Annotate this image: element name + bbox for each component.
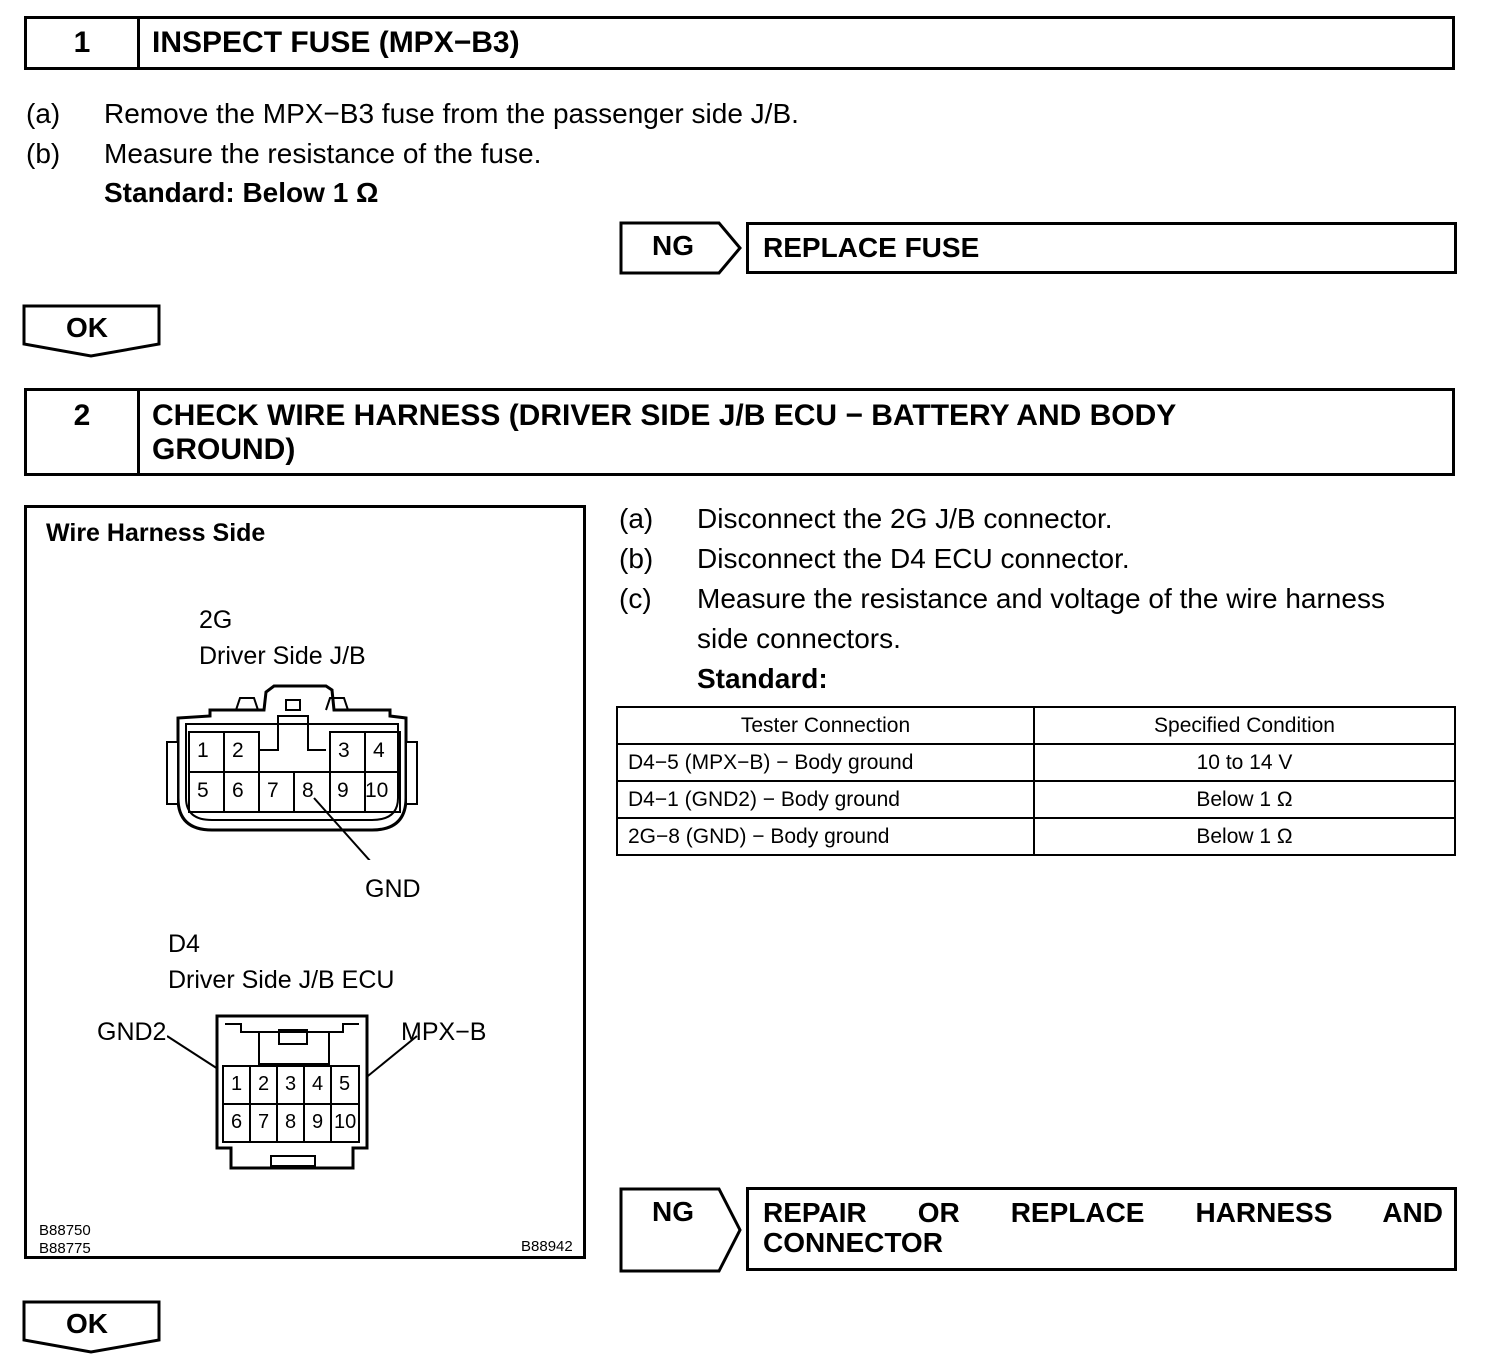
ng-action-text: REPAIR OR REPLACE HARNESS AND (763, 1197, 1443, 1228)
table-cell: D4−5 (MPX−B) − Body ground (617, 744, 1034, 781)
connector-code: 2G (199, 606, 233, 634)
pin-label: 7 (258, 1111, 270, 1133)
pin-label: 1 (231, 1073, 243, 1095)
pin-label: 4 (373, 739, 385, 762)
pin-label: 8 (285, 1111, 297, 1133)
spec-table (616, 706, 1456, 856)
ok-label: OK (66, 1308, 108, 1339)
pin-label: 1 (197, 739, 209, 762)
table-cell: Below 1 Ω (1034, 818, 1455, 855)
pin-label: 8 (302, 779, 314, 802)
instruction-item (619, 579, 1459, 619)
item-text: Disconnect the 2G J/B connector. (697, 503, 1113, 534)
step-number: 1 (27, 19, 140, 67)
item-label: (c) (619, 583, 652, 614)
pin-label: 4 (312, 1073, 324, 1095)
table-cell: 2G−8 (GND) − Body ground (617, 818, 1034, 855)
table-header-row (617, 707, 1455, 744)
connector-2g-icon (162, 680, 422, 860)
ng-result-box (746, 1187, 1457, 1271)
callout-label: MPX−B (401, 1018, 487, 1046)
pin-label: 10 (365, 779, 389, 802)
figure-reference: B88775 (39, 1240, 91, 1257)
standard-label: Standard: (697, 663, 828, 694)
connector-name: Driver Side J/B ECU (168, 966, 395, 994)
connector-code: D4 (168, 930, 200, 958)
ng-action-text: CONNECTOR (763, 1227, 943, 1258)
step-title (140, 391, 1452, 473)
table-row (617, 818, 1455, 855)
column-header: Specified Condition (1034, 707, 1455, 744)
table-cell: Below 1 Ω (1034, 781, 1455, 818)
step-title: INSPECT FUSE (MPX−B3) (152, 26, 520, 59)
standard-value: Standard: Below 1 Ω (104, 177, 379, 208)
pin-label: 6 (231, 1111, 243, 1133)
instruction-item (619, 539, 1459, 579)
figure-reference: B88750 (39, 1222, 91, 1239)
ng-action-text: REPLACE FUSE (763, 232, 980, 263)
instruction-item (26, 94, 1426, 134)
ng-label: NG (652, 230, 694, 261)
item-text: Measure the resistance of the fuse. (104, 138, 542, 169)
instruction-item (26, 134, 1426, 174)
table-row (617, 781, 1455, 818)
column-header: Tester Connection (617, 707, 1034, 744)
pin-label: 6 (232, 779, 244, 802)
step-1-header (24, 16, 1455, 70)
callout-label: GND2 (97, 1018, 167, 1046)
pin-label: 10 (334, 1111, 357, 1133)
item-text: Measure the resistance and voltage of the wire harness (697, 583, 1385, 614)
pin-label: 5 (197, 779, 209, 802)
figure-reference: B88942 (521, 1238, 573, 1255)
wiring-diagram-panel (24, 505, 586, 1259)
connector-d4-icon (167, 1008, 427, 1188)
pin-label: 7 (267, 779, 279, 802)
ng-result-box (746, 222, 1457, 274)
pin-label: 3 (338, 739, 350, 762)
table-cell: 10 to 14 V (1034, 744, 1455, 781)
item-text: Disconnect the D4 ECU connector. (697, 543, 1130, 574)
item-text: Remove the MPX−B3 fuse from the passenger side J/B. (104, 98, 799, 129)
connector-name: Driver Side J/B (199, 642, 366, 670)
step-title-line: CHECK WIRE HARNESS (DRIVER SIDE J/B ECU − BATTERY AND BODY (152, 399, 1177, 432)
item-label: (b) (619, 543, 654, 574)
pin-label: 3 (285, 1073, 297, 1095)
item-label: (a) (26, 98, 61, 129)
pin-label: 9 (337, 779, 349, 802)
step-title-line: GROUND) (152, 433, 296, 466)
callout-label: GND (365, 875, 421, 903)
pin-label: 2 (258, 1073, 270, 1095)
ok-label: OK (66, 312, 108, 343)
ng-label: NG (652, 1196, 694, 1227)
instruction-item (619, 499, 1459, 539)
item-text-continued: side connectors. (697, 623, 901, 654)
table-cell: D4−1 (GND2) − Body ground (617, 781, 1034, 818)
step-2-header (24, 388, 1455, 476)
table-row (617, 744, 1455, 781)
diagram-heading: Wire Harness Side (46, 519, 266, 547)
pin-label: 9 (312, 1111, 324, 1133)
pin-label: 2 (232, 739, 244, 762)
item-label: (b) (26, 138, 61, 169)
pin-label: 5 (339, 1073, 351, 1095)
step-number: 2 (27, 391, 140, 473)
item-label: (a) (619, 503, 654, 534)
